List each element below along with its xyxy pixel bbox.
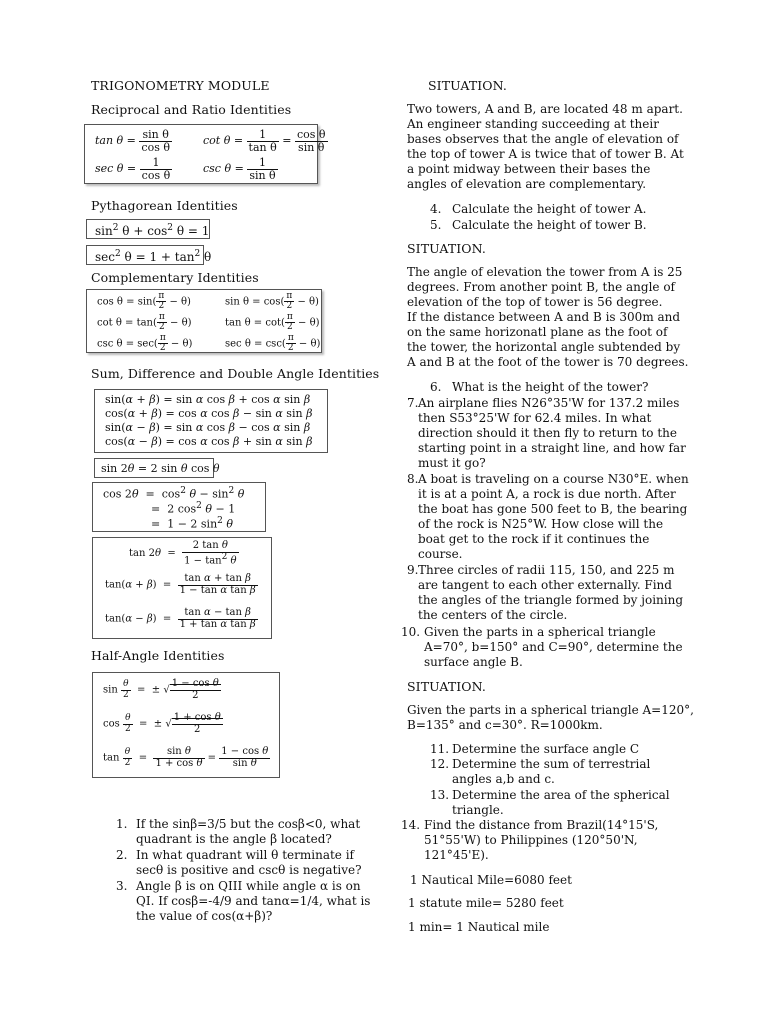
- item-text: A=70°, b=150° and C=90°, determine the: [424, 640, 683, 654]
- complementary-identities-box: cos θ = sin( $\frac{\pi}{2}$ − θ) sin θ = cos( $\frac{\pi}{2}$ − θ) cot θ = tan( $\frac{\pi}{2}$ − θ) tan θ = cot( $\frac{\pi}{2}$ − θ) csc θ = sec( $\frac{\pi}{2}$ − θ) sec θ = csc( $\frac{\pi}{2}$ − θ): [86, 289, 322, 353]
- situation-label: SITUATION.: [407, 679, 486, 694]
- question-line: In what quadrant will θ terminate if: [136, 848, 354, 862]
- paragraph-line: on the same horizonatl plane as the foot of: [407, 325, 668, 339]
- item-text: 121°45'E).: [424, 848, 489, 862]
- section-heading-reciprocal: Reciprocal and Ratio Identities: [91, 102, 292, 117]
- question-line: quadrant is the angle β located?: [136, 832, 332, 846]
- item-text: What is the height of the tower?: [452, 380, 649, 394]
- module-title: TRIGONOMETRY MODULE: [91, 78, 270, 93]
- paragraph-line: Two towers, A and B, are located 48 m apart.: [407, 102, 683, 116]
- item-text: starting point in a straight line, and how far: [418, 441, 686, 455]
- question-line: QI. If cosβ=-4/9 and tanα=1/4, what is: [136, 894, 371, 908]
- item-text: boat get to the rock if it continues the: [418, 532, 650, 546]
- paragraph-line: bases observes that the angle of elevation of: [407, 132, 679, 146]
- item-text: 51°55'W) to Philippines (120°50'N,: [424, 833, 638, 847]
- item-number: 7.: [407, 396, 419, 410]
- situation-label: SITUATION.: [428, 78, 507, 93]
- section-heading-complementary: Complementary Identities: [91, 270, 259, 285]
- reciprocal-identities-box: tan θ = $\frac{\text{sin θ}}{\text{cos θ}}$ cot θ = $\frac{1}{\text{tan θ}}$ = $\frac{\text{cos θ}}{\text{sin θ}}$ sec θ = $\frac{1}{\text{cos θ}}$ csc θ = $\frac{1}{\text{sin θ}}$: [84, 124, 318, 184]
- item-number: 6.: [430, 380, 442, 394]
- item-text: course.: [418, 547, 463, 561]
- item-number: 13.: [430, 788, 450, 802]
- item-text: must it go?: [418, 456, 486, 470]
- half-angle-box: sin $\frac{\theta}{2}$ = ± √ $\frac{\text{1 − cos θ}}{2}$ cos $\frac{\theta}{2}$ = ± √ $\frac{\text{1 + cos θ}}{2}$ tan $\frac{\theta}{2}$ = $\frac{\text{sin θ}}{\text{1 + cos θ}}$ = $\frac{\text{1 − cos θ}}{\text{sin θ}}$: [92, 672, 280, 778]
- item-text: Three circles of radii 115, 150, and 225 m: [418, 563, 675, 577]
- paragraph-line: A and B at the foot of the tower is 70 degrees.: [407, 355, 689, 369]
- item-text: the boat has gone 500 feet to B, the bearing: [418, 502, 688, 516]
- item-text: Calculate the height of tower A.: [452, 202, 647, 216]
- note-line: 1 statute mile= 5280 feet: [408, 896, 564, 910]
- item-text: it is at a point A, a rock is due north. After: [418, 487, 676, 501]
- paragraph-line: An engineer standing succeeding at their: [407, 117, 659, 131]
- paragraph-line: B=135° and c=30°. R=1000km.: [407, 718, 603, 732]
- pythagorean-identity-1: $\sin^2 \theta + \cos^2 \theta = 1$: [86, 219, 210, 239]
- item-text: surface angle B.: [424, 655, 523, 669]
- paragraph-line: angles of elevation are complementary.: [407, 177, 647, 191]
- question-line: Angle β is on QIII while angle α is on: [136, 879, 361, 893]
- item-text: Determine the surface angle C: [452, 742, 640, 756]
- item-text: An airplane flies N26°35'W for 137.2 miles: [418, 396, 680, 410]
- item-text: angles a,b and c.: [452, 772, 555, 786]
- item-number: 4.: [430, 202, 442, 216]
- paragraph-line: a point midway between their bases the: [407, 162, 651, 176]
- item-text: A boat is traveling on a course N30°E. when: [418, 472, 689, 486]
- item-number: 12.: [430, 757, 450, 771]
- note-line: 1 Nautical Mile=6080 feet: [410, 873, 572, 887]
- item-text: Determine the area of the spherical: [452, 788, 670, 802]
- item-text: Determine the sum of terrestrial: [452, 757, 651, 771]
- item-number: 8.: [407, 472, 419, 486]
- paragraph-line: The angle of elevation the tower from A is 25: [407, 265, 683, 279]
- double-angle-sin-box: sin 2θ = 2 sin θ cos θ: [94, 458, 214, 478]
- item-text: the angles of the triangle formed by joining: [418, 593, 684, 607]
- question-number: 1.: [116, 817, 128, 831]
- question-line: If the sinβ=3/5 but the cosβ<0, what: [136, 817, 361, 831]
- paragraph-line: If the distance between A and B is 300m and: [407, 310, 681, 324]
- paragraph-line: the top of tower A is twice that of tower B. At: [407, 147, 684, 161]
- paragraph-line: degrees. From another point B, the angle of: [407, 280, 675, 294]
- item-number: 14.: [401, 818, 421, 832]
- question-line: secθ is positive and cscθ is negative?: [136, 863, 362, 877]
- paragraph-line: the tower, the horizontal angle subtended by: [407, 340, 681, 354]
- question-number: 3.: [116, 879, 128, 893]
- question-number: 2.: [116, 848, 128, 862]
- paragraph-line: Given the parts in a spherical triangle A=120°,: [407, 703, 694, 717]
- item-number: 11.: [430, 742, 450, 756]
- item-number: 10.: [401, 625, 421, 639]
- item-number: 9.: [407, 563, 419, 577]
- situation-label: SITUATION.: [407, 241, 486, 256]
- section-heading-pythagorean: Pythagorean Identities: [91, 198, 238, 213]
- sum-difference-box: sin(α + β) = sin α cos β + cos α sin β cos(α + β) = cos α cos β − sin α sin β sin(α − β) = sin α cos β − cos α sin β cos(α − β) = cos α cos β + sin α sin β: [94, 389, 328, 453]
- item-text: are tangent to each other externally. Find: [418, 578, 672, 592]
- item-number: 5.: [430, 218, 442, 232]
- double-angle-cos-box: $\cos 2\theta = \cos^2 \theta - \sin^2 \theta$ = 2 $\cos^2 \theta - 1$ = 1 − 2 $\sin^2 \theta$: [92, 482, 266, 532]
- section-heading-half-angle: Half-Angle Identities: [91, 648, 225, 663]
- item-text: then S53°25'W for 62.4 miles. In what: [418, 411, 652, 425]
- section-heading-sum-diff: Sum, Difference and Double Angle Identities: [91, 366, 380, 381]
- question-line: the value of cos(α+β)?: [136, 909, 273, 923]
- item-text: of the rock is N25°W. How close will the: [418, 517, 664, 531]
- item-text: Given the parts in a spherical triangle: [424, 625, 656, 639]
- item-text: Find the distance from Brazil(14°15'S,: [424, 818, 659, 832]
- item-text: Calculate the height of tower B.: [452, 218, 647, 232]
- item-text: the centers of the circle.: [418, 608, 568, 622]
- double-angle-tan-box: tan 2θ = $\frac{\text{2 tan θ}}{1 - \tan^2 \theta}$ tan(α + β) = $\frac{\text{tan α + tan β}}{\text{1 − tan α tan β}}$ tan(α − β) = $\frac{\text{tan α − tan β}}{\text{1 + tan α tan β}}$: [92, 537, 272, 639]
- item-text: triangle.: [452, 803, 504, 817]
- paragraph-line: elevation of the top of tower is 56 degree.: [407, 295, 663, 309]
- pythagorean-identity-2: $\sec^2 \theta = 1 + \tan^2 \theta$: [86, 245, 204, 265]
- item-text: direction should it then fly to return to the: [418, 426, 677, 440]
- note-line: 1 min= 1 Nautical mile: [408, 920, 550, 934]
